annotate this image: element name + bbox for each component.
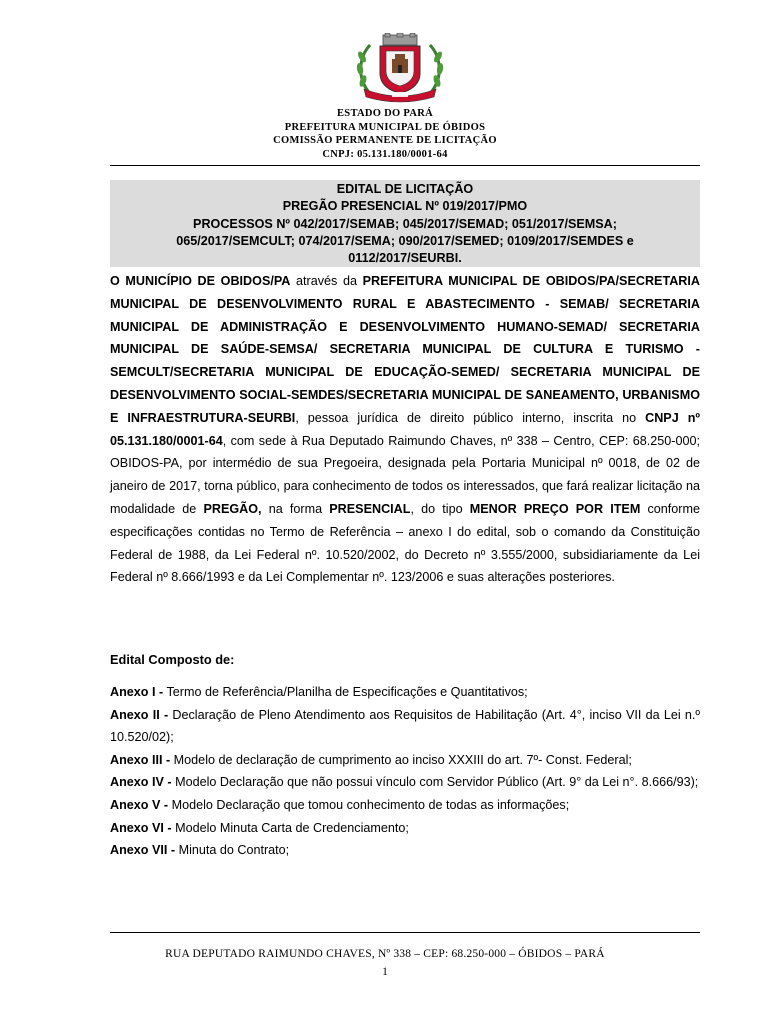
- annex-text: Modelo Declaração que não possui vínculo com Servidor Público (Art. 9° da Lei n°. 8.666/93);: [171, 775, 699, 790]
- annex-label: Anexo III -: [110, 752, 171, 767]
- intro-paragraph: [110, 270, 700, 589]
- intro-text-6: conforme especificações contidas no Termo de Referência – anexo I do edital, sob o comando da Constituição Federal de 1988, da Lei Federal nº. 10.520/2002, do Decreto nº 3.555/2000, subsidiariamente da Lei Federal nº 8.666/1993 e da Lei Complementar nº. 123/2006 e suas alterações posteriores.: [110, 501, 700, 585]
- intro-type: MENOR PREÇO POR ITEM: [469, 501, 641, 516]
- intro-text-1: através da: [290, 274, 363, 288]
- municipal-coat-of-arms-icon: [350, 33, 450, 103]
- banner-line-2: PREGÃO PRESENCIAL Nº 019/2017/PMO: [282, 199, 528, 214]
- annex-text: Modelo de declaração de cumprimento ao inciso XXXIII do art. 7º- Const. Federal;: [170, 752, 632, 767]
- annex-text: Modelo Declaração que tomou conhecimento de todas as informações;: [168, 797, 570, 812]
- intro-text-2: , pessoa jurídica de direito público interno, inscrita no: [295, 410, 646, 425]
- annex-item: [110, 839, 700, 862]
- footer-divider: [110, 932, 700, 933]
- annex-item: [110, 794, 700, 817]
- edital-title-banner: [110, 180, 700, 267]
- annex-label: Anexo V -: [110, 797, 169, 812]
- annex-label: Anexo VI -: [110, 820, 172, 835]
- annex-label: Anexo I -: [110, 685, 164, 699]
- annex-text: Declaração de Pleno Atendimento aos Requisitos de Habilitação (Art. 4°, inciso VII da Lei n.º 10.520/02);: [110, 707, 700, 745]
- annex-text: Modelo Minuta Carta de Credenciamento;: [171, 820, 409, 835]
- annex-list: [110, 681, 700, 862]
- banner-line-1: EDITAL DE LICITAÇÃO: [336, 182, 474, 196]
- intro-text-4: na forma: [261, 501, 330, 516]
- footer-address: RUA DEPUTADO RAIMUNDO CHAVES, Nº 338 – CEP: 68.250-000 – ÓBIDOS – PARÁ: [165, 948, 605, 960]
- page-number: 1: [382, 966, 388, 978]
- state-name: ESTADO DO PARÁ: [337, 108, 433, 119]
- commission-name: COMISSÃO PERMANENTE DE LICITAÇÃO: [273, 135, 497, 146]
- intro-text-3: , com sede à Rua Deputado Raimundo Chaves, nº 338 – Centro, CEP: 68.250-000; OBIDOS-PA, por intermédio de sua Pregoeira, designada pela Portaria Municipal nº 0018, de 02 de janeiro de 2017, torna público, para conhecimento de todos os interessados, que fará realizar licitação na modalidade de: [110, 433, 700, 516]
- intro-form: PRESENCIAL: [329, 501, 411, 516]
- intro-cnpj: CNPJ nº 05.131.180/0001-64: [110, 410, 700, 448]
- banner-line-5: 0112/2017/SEURBI.: [348, 251, 462, 266]
- annex-text: Termo de Referência/Planilha de Especificações e Quantitativos;: [163, 685, 528, 699]
- prefecture-name: PREFEITURA MUNICIPAL DE ÓBIDOS: [284, 121, 486, 133]
- banner-line-3: PROCESSOS Nº 042/2017/SEMAB; 045/2017/SEMAD; 051/2017/SEMSA;: [193, 216, 617, 231]
- annex-item: [110, 749, 700, 772]
- intro-modality: PREGÃO,: [203, 501, 262, 516]
- intro-secretariats: PREFEITURA MUNICIPAL DE OBIDOS/PA/SECRETARIA MUNICIPAL DE DESENVOLVIMENTO RURAL E ABASTECIMENTO - SEMAB/ SECRETARIA MUNICIPAL DE ADMINISTRAÇÃO E DESENVOLVIMENTO HUMANO-SEMAD/ SECRETARIA MUNICIPAL DE SAÚDE-SEMSA/ SECRETARIA MUNICIPAL DE CULTURA E TURISMO - SEMCULT/SECRETARIA MUNICIPAL DE EDUCAÇÃO-SEMED/ SECRETARIA MUNICIPAL DE DESENVOLVIMENTO SOCIAL-SEMDES/SECRETARIA MUNICIPAL DE SANEAMENTO, URBANISMO E INFRAESTRUTURA-SEURBI: [110, 274, 700, 425]
- intro-text-5: , do tipo: [410, 501, 470, 516]
- cnpj-line: CNPJ: 05.131.180/0001-64: [322, 148, 448, 160]
- annex-label: Anexo IV -: [110, 775, 172, 790]
- annex-item: [110, 681, 700, 704]
- intro-municipality: O MUNICÍPIO DE OBIDOS/PA: [110, 274, 291, 288]
- annex-item: [110, 704, 700, 749]
- banner-line-4: 065/2017/SEMCULT; 074/2017/SEMA; 090/2017/SEMED; 0109/2017/SEMDES e: [176, 233, 634, 248]
- annex-label: Anexo VII -: [110, 843, 176, 858]
- header-divider: [110, 165, 700, 166]
- annex-item: [110, 817, 700, 840]
- annex-section-title: Edital Composto de:: [110, 652, 235, 667]
- annex-item: [110, 771, 700, 794]
- letterhead: [0, 107, 770, 161]
- annex-text: Minuta do Contrato;: [175, 843, 290, 858]
- annex-label: Anexo II -: [110, 707, 169, 722]
